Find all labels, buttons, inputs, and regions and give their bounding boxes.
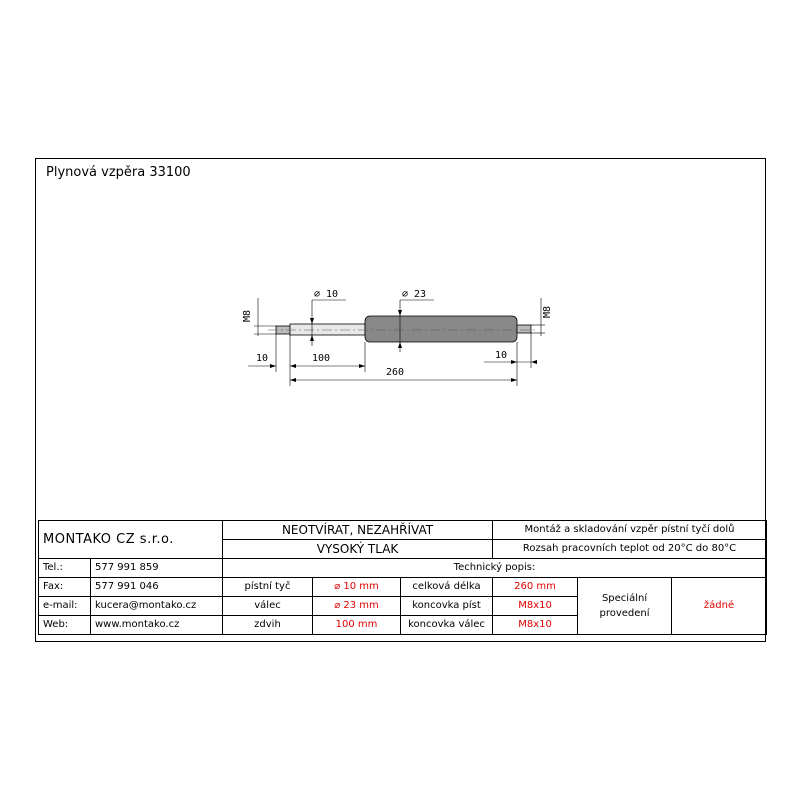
piston-rod [290, 324, 365, 335]
warning-1: NEOTVÍRAT, NEZAHŘÍVAT [223, 521, 493, 540]
spec-param: koncovka válec [401, 616, 493, 635]
spec-value: M8x10 [493, 616, 578, 635]
contact-label: Web: [39, 616, 91, 635]
label-thread-right: M8 [542, 305, 553, 319]
spec-param: celková délka [401, 578, 493, 597]
contact-label: e-mail: [39, 597, 91, 616]
contact-value: 577 991 859 [91, 559, 223, 578]
label-dim-thread-right: 10 [495, 350, 508, 361]
label-dim-stroke: 100 [312, 353, 331, 364]
label-dim-thread-left: 10 [256, 353, 269, 364]
company-name: MONTAKO CZ s.r.o. [39, 521, 223, 559]
note-1: Montáž a skladování vzpěr pístní tyčí dolů [493, 521, 767, 540]
spec-param: pístní tyč [223, 578, 313, 597]
label-dim-total: 260 [386, 367, 405, 378]
cylinder-body [365, 316, 517, 342]
drawing-title: Plynová vzpěra 33100 [46, 165, 191, 180]
spec-value: 260 mm [493, 578, 578, 597]
spec-param: zdvih [223, 616, 313, 635]
contact-label: Tel.: [39, 559, 91, 578]
title-block [38, 520, 767, 635]
special-label: Speciální provedení [578, 578, 672, 635]
label-dia-rod: ⌀ 10 [314, 289, 339, 300]
spec-value: M8x10 [493, 597, 578, 616]
spec-value: 100 mm [313, 616, 401, 635]
right-thread [517, 325, 531, 333]
spec-value: ⌀ 10 mm [313, 578, 401, 597]
contact-value: 577 991 046 [91, 578, 223, 597]
contact-label: Fax: [39, 578, 91, 597]
label-thread-left: M8 [242, 309, 253, 323]
label-dia-cyl: ⌀ 23 [402, 289, 427, 300]
warning-2: VYSOKÝ TLAK [223, 540, 493, 559]
tech-header: Technický popis: [223, 559, 767, 578]
spec-value: ⌀ 23 mm [313, 597, 401, 616]
contact-value: www.montako.cz [91, 616, 223, 635]
spec-param: koncovka píst [401, 597, 493, 616]
note-2: Rozsah pracovních teplot od 20°C do 80°C [493, 540, 767, 559]
special-value: žádné [672, 578, 767, 635]
spec-param: válec [223, 597, 313, 616]
contact-value: kucera@montako.cz [91, 597, 223, 616]
